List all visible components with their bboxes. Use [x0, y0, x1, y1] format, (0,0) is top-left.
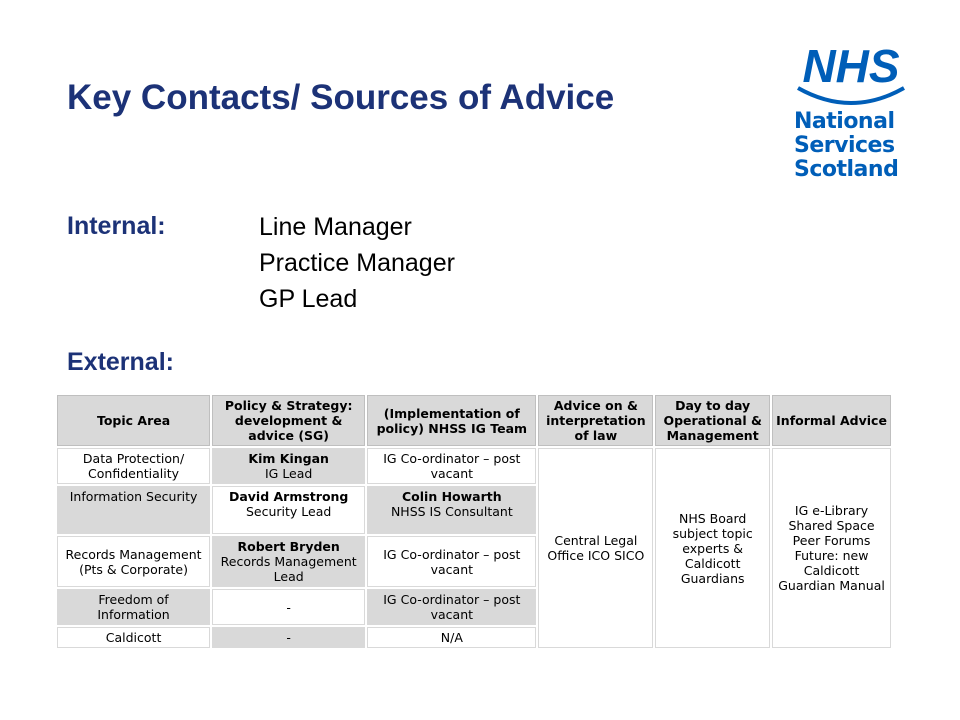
policy-cell — [212, 486, 365, 534]
topic-cell: Freedom of Information — [57, 589, 210, 625]
logo-line-services: Services — [794, 133, 895, 158]
policy-cell — [212, 448, 365, 484]
policy-cell: - — [212, 589, 365, 625]
policy-contact-name: David Armstrong — [228, 489, 349, 504]
table-row — [57, 448, 891, 484]
topic-cell: Caldicott — [57, 627, 210, 648]
policy-cell — [212, 536, 365, 587]
header-informal: Informal Advice — [772, 395, 891, 446]
header-topic-area: Topic Area — [57, 395, 210, 446]
internal-contact-gp-lead: GP Lead — [259, 285, 358, 313]
topic-cell: Information Security — [57, 486, 210, 534]
nhs-logo — [788, 34, 914, 184]
header-implementation: (Implementation of policy) NHSS IG Team — [367, 395, 536, 446]
nhs-mark-icon — [794, 36, 908, 108]
table-header-row — [57, 395, 891, 446]
logo-line-national: National — [794, 109, 895, 134]
implementation-cell: IG Co-ordinator – post vacant — [367, 589, 536, 625]
header-operational: Day to day Operational & Management — [655, 395, 770, 446]
implementation-cell — [367, 486, 536, 534]
policy-contact-role: Records Management Lead — [220, 554, 357, 584]
internal-contact-line-manager: Line Manager — [259, 213, 412, 241]
topic-cell: Records Management (Pts & Corporate) — [57, 536, 210, 587]
external-contacts-table — [55, 393, 893, 650]
implementation-cell: N/A — [367, 627, 536, 648]
header-law-advice: Advice on & interpretation of law — [538, 395, 653, 446]
internal-label: Internal: — [67, 212, 166, 240]
policy-contact-name: Robert Bryden — [237, 539, 340, 554]
policy-contact-role: Security Lead — [245, 504, 332, 519]
internal-contact-practice-manager: Practice Manager — [259, 249, 455, 277]
logo-line-scotland: Scotland — [794, 157, 899, 182]
informal-advice-cell: IG e-Library Shared Space Peer Forums Future: new Caldicott Guardian Manual — [772, 448, 891, 648]
implementation-cell — [367, 448, 536, 484]
policy-cell: - — [212, 627, 365, 648]
operational-cell: NHS Board subject topic experts & Caldicott Guardians — [655, 448, 770, 648]
policy-contact-role: IG Lead — [264, 466, 313, 481]
policy-contact-name: Kim Kingan — [248, 451, 329, 466]
implementation-contact-name: Colin Howarth — [402, 489, 502, 504]
internal-contacts-list — [259, 210, 455, 318]
implementation-contact-role: IG Co-ordinator – post vacant — [383, 451, 521, 481]
external-label: External: — [67, 348, 174, 376]
topic-cell: Data Protection/ Confidentiality — [57, 448, 210, 484]
implementation-contact-role: IG Co-ordinator – post vacant — [383, 546, 521, 577]
header-policy-strategy: Policy & Strategy: development & advice (SG) — [212, 395, 365, 446]
page-title: Key Contacts/ Sources of Advice — [67, 78, 615, 117]
nhs-mark-text: NHS — [802, 40, 900, 92]
law-advice-cell: Central Legal Office ICO SICO — [538, 448, 653, 648]
implementation-contact-role: NHSS IS Consultant — [390, 504, 513, 519]
implementation-cell — [367, 536, 536, 587]
